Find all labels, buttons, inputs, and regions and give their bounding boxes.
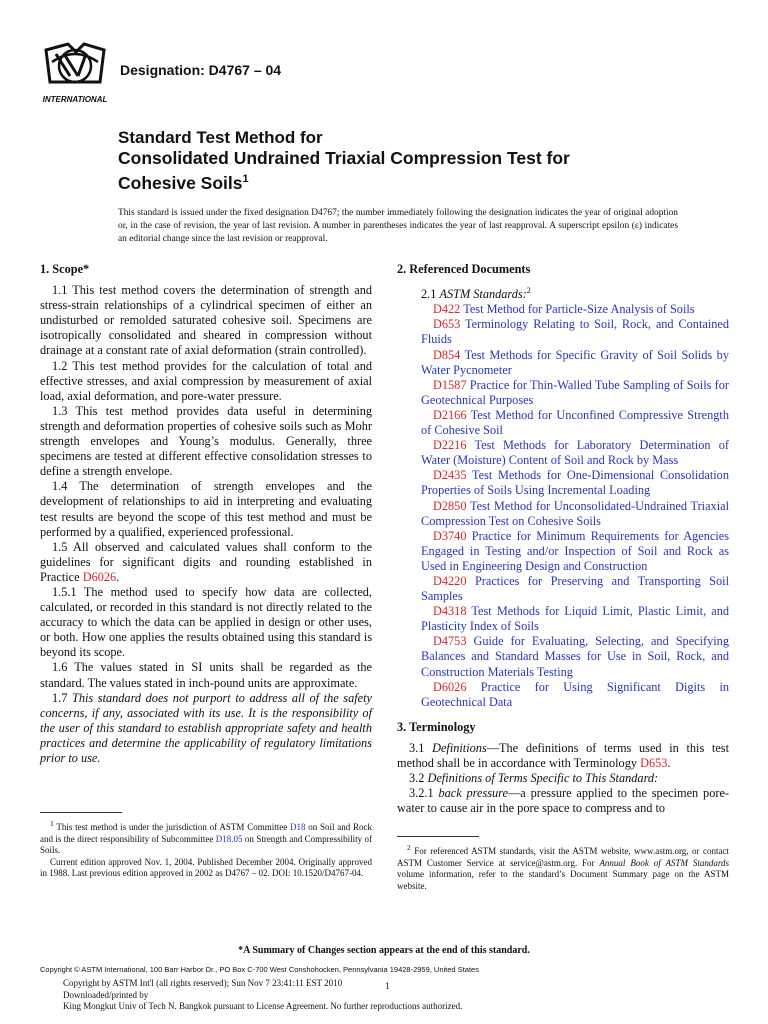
astm-logo-icon xyxy=(38,42,112,110)
reference-item xyxy=(397,574,729,604)
reference-title: Test Method for Unconsolidated-Undrained Triaxial Compression Test on Cohesive Soils xyxy=(421,498,729,528)
reference-item xyxy=(397,499,729,529)
reference-title: Practices for Preserving and Transporting Soil Samples xyxy=(421,573,729,604)
download-line-2: Downloaded/printed by xyxy=(63,989,149,1000)
fn1-a: This test method is under the jurisdiction of ASTM Committee xyxy=(56,822,290,832)
p3-2-1-label: back pressure xyxy=(438,786,508,801)
reference-title: Practice for Using Significant Digits in Geotechnical Data xyxy=(421,679,730,709)
link-d653[interactable]: D653 xyxy=(640,756,668,770)
reference-code-link[interactable]: D3740 xyxy=(433,528,467,543)
paragraph-1-6: 1.6 The values stated in SI units shall be regarded as the standard. The values stated in inch-pound units are approximate. xyxy=(40,660,372,690)
paragraph-1-1: 1.1 This test method covers the determination of strength and stress-strain relationships of a cylindrical specimen of either an undisturbed or remolded saturated cohesive soil. Specimens are isotropically consolidated and sheared in compression without drainage at a constant rate of axial deformation (strain controlled). xyxy=(40,283,372,358)
title-line-2: Consolidated Undrained Triaxial Compression Test for xyxy=(118,148,570,168)
astm-logo xyxy=(38,42,112,110)
summary-of-changes-note: *A Summary of Changes section appears at the end of this standard. xyxy=(238,945,530,956)
link-d6026[interactable]: D6026 xyxy=(82,569,117,584)
p3-1-label: Definitions xyxy=(432,740,487,755)
title-block xyxy=(118,128,678,194)
footnote-2 xyxy=(397,842,729,892)
reference-item xyxy=(397,348,729,378)
reference-code-link[interactable]: D2216 xyxy=(433,438,467,453)
fn2-a: For referenced ASTM standards, visit the ASTM website, www.astm.org, or contact ASTM Customer Service at service@astm.org. For xyxy=(397,846,729,868)
download-info xyxy=(63,978,743,1013)
reference-code-link[interactable]: D854 xyxy=(433,347,461,362)
reference-code-link[interactable]: D2850 xyxy=(433,498,467,513)
sub-label: ASTM Standards: xyxy=(439,287,527,302)
logo-text: INTERNATIONAL xyxy=(42,95,108,104)
paragraph-1-7-text: This standard does not purport to address all of the safety concerns, if any, associated with its use. It is the responsibility of the user of this standard to establish appropriate safety and health practices and determine the applicability of regulatory limitations prior to use. xyxy=(40,690,372,765)
paragraph-3-2-1 xyxy=(397,786,729,816)
link-d18[interactable]: D18 xyxy=(289,822,306,832)
reference-title: Test Method for Particle-Size Analysis of Soils xyxy=(463,302,695,317)
paragraph-1-7-num: 1.7 xyxy=(52,690,72,705)
reference-code-link[interactable]: D2166 xyxy=(433,407,467,422)
reference-title: Practice for Thin-Walled Tube Sampling of Soils for Geotechnical Purposes xyxy=(421,377,730,407)
paragraph-3-2 xyxy=(397,771,729,786)
p3-2-label: Definitions of Terms Specific to This Standard: xyxy=(427,771,659,786)
designation: Designation: D4767 – 04 xyxy=(120,62,282,78)
footnote-1-para-a xyxy=(40,818,372,857)
download-line-1: Copyright by ASTM Int'l (all rights reserved); Sun Nov 7 23:41:11 EST 2010 xyxy=(63,978,343,988)
footnote-1 xyxy=(40,818,372,880)
p3-2-num: 3.2 xyxy=(409,771,428,786)
download-line-3: King Mongkut Univ of Tech N. Bangkok pursuant to License Agreement. No further reproductions authorized. xyxy=(63,1001,463,1011)
p3-2-1-num: 3.2.1 xyxy=(409,786,439,801)
title-line-3 xyxy=(118,169,678,194)
reference-code-link[interactable]: D4220 xyxy=(433,573,467,588)
paragraph-1-4: 1.4 The determination of strength envelopes and the development of relationships to aid in interpreting and evaluating test results are beyond the scope of this test method and must be performed by a qualified, experienced professional. xyxy=(40,479,372,539)
paragraph-3-1: 3.1 Definitions—The definitions of terms used in this test method shall be in accordance with Terminology D653. xyxy=(397,740,730,770)
p3-1-text: —The definitions of terms used in this test method shall be in accordance with Terminology xyxy=(397,740,730,770)
title-footnote-mark: 1 xyxy=(242,173,249,185)
left-column xyxy=(40,262,372,766)
referenced-documents-heading: 2. Referenced Documents xyxy=(397,262,531,276)
reference-item xyxy=(397,317,729,347)
reference-title: Test Methods for Liquid Limit, Plastic Limit, and Plasticity Index of Soils xyxy=(421,604,730,634)
reference-item xyxy=(397,438,729,468)
title-text: Cohesive Soils xyxy=(118,172,243,193)
reference-code-link[interactable]: D6026 xyxy=(433,679,467,694)
reference-item xyxy=(397,634,729,679)
footnote-2-para xyxy=(397,842,729,892)
footnote-divider-right xyxy=(397,836,479,837)
fn1-c: on Strength and Compressibility of Soils. xyxy=(40,833,372,856)
reference-code-link[interactable]: D4753 xyxy=(433,634,467,649)
reference-code-link[interactable]: D653 xyxy=(433,317,461,332)
reference-item xyxy=(397,408,729,438)
paragraph-1-3: 1.3 This test method provides data useful in determining strength and deformation properties of cohesive soils such as Mohr strength envelopes and Young’s modulus. Generally, three specimens are tested at different effective consolidation stresses to define a strength envelope. xyxy=(40,403,372,479)
paragraph-1-5-1: 1.5.1 The method used to specify how data are collected, calculated, or recorded in this standard is not directly related to the accuracy to which the data can be applied in design or other uses, or both. How one applies the results obtained using this standard is beyond its scope. xyxy=(40,584,372,660)
paragraph-1-7 xyxy=(40,691,372,766)
reference-item xyxy=(397,468,729,498)
standard-note: This standard is issued under the fixed designation D4767; the number immediately following the designation indicates the year of original adoption or, in the case of revision, the year of last revision. A number in parentheses indicates the year of last reapproval. A superscript epsilon (ε) indicates an editorial change since the last revision or reapproval. xyxy=(118,208,678,244)
reference-title: Test Methods for Laboratory Determination of Water (Moisture) Content of Soil and Rock by Mass xyxy=(421,438,729,468)
paragraph-1-2: 1.2 This test method provides for the calculation of total and effective stresses, and axial compression by measurement of axial load, axial deformation, and pore-water pressure. xyxy=(40,358,372,403)
reference-title: Test Methods for One-Dimensional Consolidation Properties of Soils Using Incremental Loading xyxy=(421,468,729,498)
fn1-b: on Soil and Rock and is the direct responsibility of Subcommittee xyxy=(40,822,373,844)
reference-title: Terminology Relating to Soil, Rock, and Contained Fluids xyxy=(421,317,729,347)
link-d18-05[interactable]: D18.05 xyxy=(215,833,243,844)
reference-title: Test Methods for Specific Gravity of Soil Solids by Water Pycnometer xyxy=(421,347,729,377)
scope-heading: 1. Scope* xyxy=(40,262,90,276)
fn2-b: volume information, refer to the standard’s Document Summary page on the ASTM website. xyxy=(397,869,729,891)
sub-mark: 2 xyxy=(526,286,531,296)
reference-item xyxy=(397,378,729,408)
reference-code-link[interactable]: D422 xyxy=(433,302,461,317)
footnote-divider-left xyxy=(40,812,122,813)
p3-2-1-text: —a pressure applied to the specimen pore-water to cause air in the pore space to compress and to xyxy=(397,786,729,816)
reference-code-link[interactable]: D2435 xyxy=(433,468,467,483)
p3-1-num: 3.1 xyxy=(409,740,433,755)
right-column xyxy=(397,262,729,816)
reference-code-link[interactable]: D4318 xyxy=(433,604,467,619)
reference-item xyxy=(397,529,729,574)
paragraph-1-5: 1.5 All observed and calculated values shall conform to the guidelines for significant digits and rounding established in Practice D6026. xyxy=(40,539,372,584)
reference-title: Practice for Minimum Requirements for Agencies Engaged in Testing and/or Inspection of Soil and Rock as Used in Engineering Design and Construction xyxy=(421,528,729,573)
terminology-heading: 3. Terminology xyxy=(397,719,476,734)
reference-list xyxy=(397,302,729,710)
footnote-2-mark: 2 xyxy=(407,843,411,852)
reference-title: Guide for Evaluating, Selecting, and Specifying Balances and Standard Masses for Use in Soil, Rock, and Construction Materials Testing xyxy=(421,634,729,679)
fn2-italic: Annual Book of ASTM Standards xyxy=(599,857,729,868)
reference-item xyxy=(397,302,729,317)
reference-item xyxy=(397,604,729,634)
astm-standards-label xyxy=(397,283,729,302)
reference-title: Test Method for Unconfined Compressive Strength of Cohesive Soil xyxy=(421,407,729,438)
reference-code-link[interactable]: D1587 xyxy=(433,377,467,392)
copyright-line: Copyright © ASTM International, 100 Barr Harbor Dr., PO Box C-700 West Conshohocken, Pennsylvania 19428-2959, United States xyxy=(40,965,479,974)
page-number: 1 xyxy=(385,982,390,992)
footnote-1-para-b: Current edition approved Nov. 1, 2004. Published December 2004. Originally approved in 1988. Last previous edition approved in 2002 as D4767 – 02. DOI: 10.1520/D4767-04. xyxy=(40,856,372,879)
reference-item xyxy=(397,680,729,710)
paragraph-1-5-text: 1.5 All observed and calculated values shall conform to the guidelines for significant digits and rounding established in Practice xyxy=(40,539,372,584)
sub-num: 2.1 xyxy=(421,287,440,302)
title-line-1: Standard Test Method for xyxy=(118,128,323,147)
footnote-1-mark: 1 xyxy=(50,819,54,828)
